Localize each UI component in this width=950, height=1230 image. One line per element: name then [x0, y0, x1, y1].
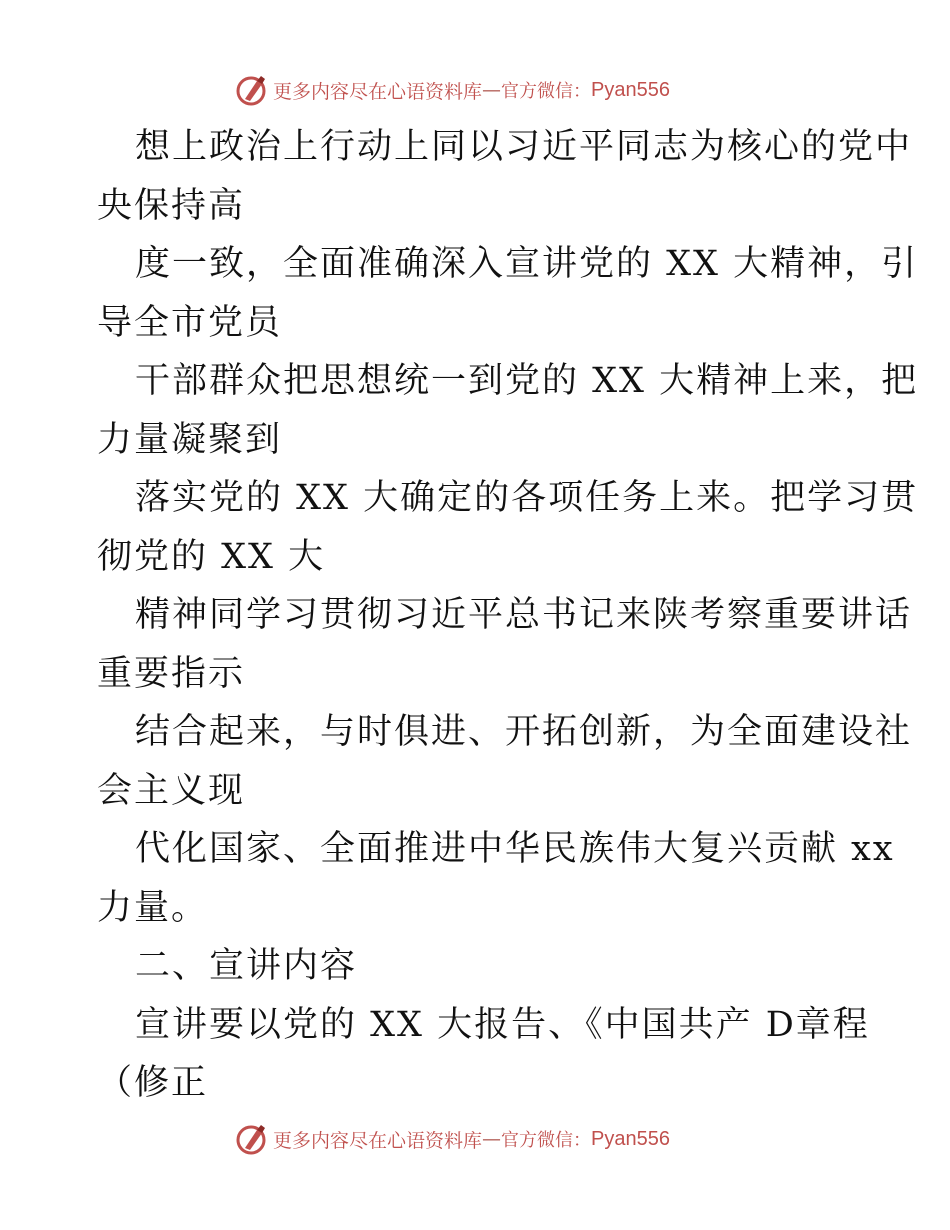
body-line: 结合起来，与时俱进、开拓创新，为全面建设社 [135, 712, 913, 752]
footer-banner-separator: — [482, 1128, 502, 1150]
footer-banner [235, 1121, 670, 1157]
body-line: 会主义现 [97, 770, 246, 811]
section-heading: 二、宣讲内容 [135, 946, 358, 986]
body-line: 干部群众把思想统一到党的 XX 大精神上来，把 [135, 361, 919, 401]
body-line: 代化国家、全面推进中华民族伟大复兴贡献 xx [135, 829, 895, 869]
body-line: 导全市党员 [97, 302, 283, 343]
body-line: 央保持高 [97, 185, 246, 226]
body-line: 精神同学习贯彻习近平总书记来陕考察重要讲话 [135, 595, 913, 635]
body-line: （修正 [97, 1063, 209, 1103]
body-line: 度一致，全面准确深入宣讲党的 XX 大精神，引 [135, 244, 919, 284]
header-banner-text: 更多内容尽在心语资料库 [273, 80, 483, 103]
body-line: 重要指示 [97, 653, 246, 694]
document-body [97, 118, 919, 1113]
footer-wechat-id: Pyan556 [591, 1127, 670, 1150]
body-line: 想上政治上行动上同以习近平同志为核心的党中 [135, 127, 913, 167]
body-line: 力量。 [97, 887, 209, 928]
header-banner [235, 72, 670, 108]
pen-logo-icon [235, 1122, 269, 1156]
header-wechat-id: Pyan556 [591, 78, 670, 101]
pen-logo-icon [235, 73, 269, 107]
footer-banner-text: 更多内容尽在心语资料库 [273, 1129, 483, 1152]
body-line: 落实党的 XX 大确定的各项任务上来。把学习贯 [135, 478, 919, 518]
body-line: 彻党的 XX 大 [97, 536, 326, 577]
footer-wechat-label: 官方微信： [501, 1130, 592, 1151]
header-banner-separator: — [482, 79, 502, 101]
body-line: 宣讲要以党的 XX 大报告、《中国共产 D章程 [135, 1004, 870, 1045]
body-line: 力量凝聚到 [97, 419, 283, 460]
header-wechat-label: 官方微信： [501, 81, 592, 102]
